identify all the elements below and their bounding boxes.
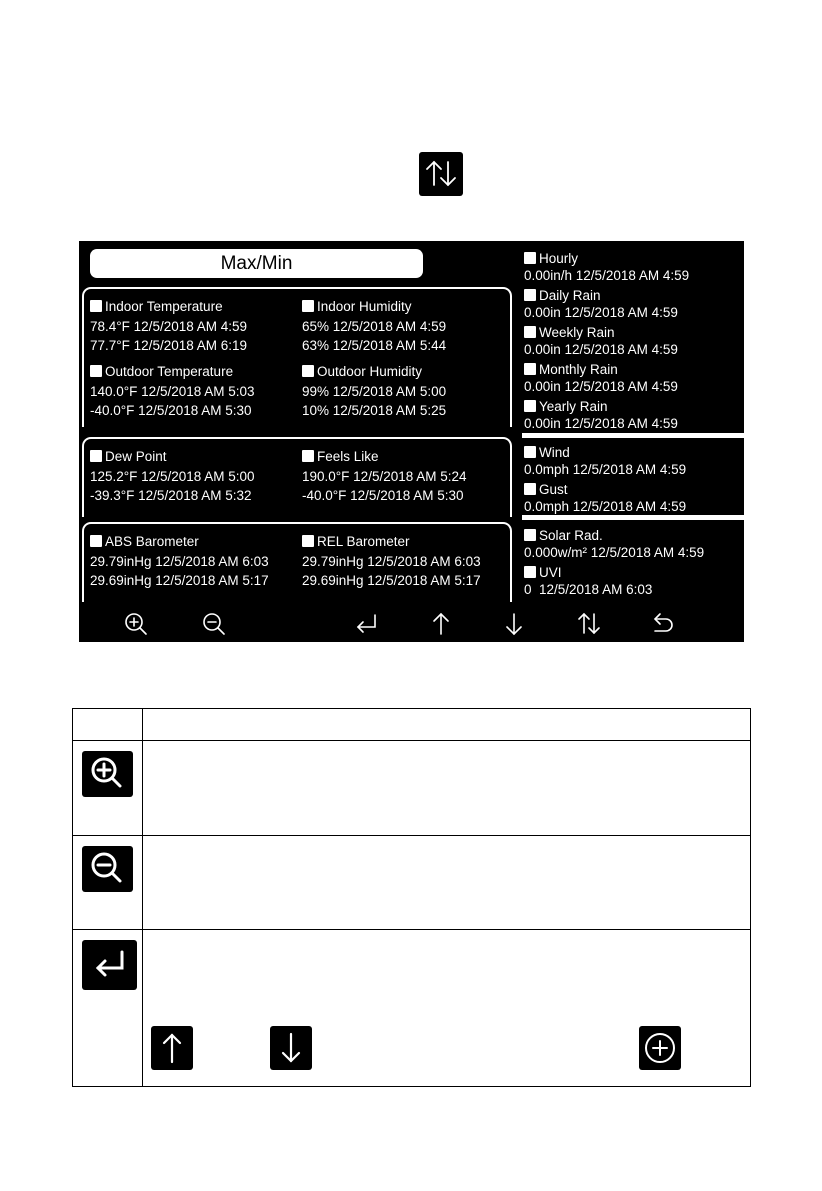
indoor-temperature-label: Indoor Temperature (105, 299, 223, 314)
uvi-value: 0 12/5/2018 AM 6:03 (524, 582, 653, 597)
maxmin-screen (79, 241, 744, 642)
table-header-cell (73, 709, 143, 741)
monthly-rain-label: Monthly Rain (539, 362, 618, 377)
table-row (73, 836, 751, 930)
hourly-label: Hourly (539, 251, 579, 266)
gust-label: Gust (539, 482, 568, 497)
indoor-temperature-min: 77.7°F 12/5/2018 AM 6:19 (90, 338, 248, 353)
rel-barometer-label: REL Barometer (317, 534, 410, 549)
dew-point-group[interactable] (90, 448, 255, 504)
wind-item[interactable] (524, 444, 686, 478)
solar-value: 0.000w/m² 12/5/2018 AM 4:59 (524, 545, 705, 560)
feels-like-label: Feels Like (317, 449, 379, 464)
checkbox-icon[interactable] (90, 535, 102, 547)
arrow-down-icon (270, 1026, 312, 1070)
monthly-rain-value: 0.00in 12/5/2018 AM 4:59 (524, 379, 678, 394)
outdoor-humidity-max: 99% 12/5/2018 AM 5:00 (302, 384, 447, 399)
rain-group (524, 250, 689, 432)
uvi-label: UVI (539, 565, 562, 580)
wind-label: Wind (539, 445, 570, 460)
table-icon-cell (73, 836, 143, 930)
table-icon-cell (73, 741, 143, 836)
wind-group (524, 444, 686, 515)
feels-like-min: -40.0°F 12/5/2018 AM 5:30 (302, 488, 464, 503)
abs-barometer-max: 29.79inHg 12/5/2018 AM 6:03 (90, 554, 269, 569)
rel-barometer-group[interactable] (302, 533, 481, 589)
outdoor-temperature-group[interactable] (90, 363, 255, 419)
solar-group (524, 527, 704, 598)
dew-point-max: 125.2°F 12/5/2018 AM 5:00 (90, 469, 255, 484)
arrow-down-icon[interactable] (501, 611, 527, 637)
zoom-in-icon[interactable] (123, 611, 149, 637)
table-row (73, 930, 751, 1087)
zoom-in-icon (82, 751, 133, 797)
outdoor-temperature-max: 140.0°F 12/5/2018 AM 5:03 (90, 384, 255, 399)
checkbox-icon[interactable] (524, 566, 536, 578)
wind-value: 0.0mph 12/5/2018 AM 4:59 (524, 462, 687, 477)
feels-like-max: 190.0°F 12/5/2018 AM 5:24 (302, 469, 467, 484)
divider (522, 433, 744, 438)
checkbox-icon[interactable] (524, 400, 536, 412)
outdoor-temperature-min: -40.0°F 12/5/2018 AM 5:30 (90, 403, 252, 418)
table-icon-cell (73, 930, 143, 1087)
screen-title: Max/Min (90, 249, 423, 278)
icon-description-table (72, 708, 751, 1087)
up-down-arrows-icon (419, 152, 463, 196)
outdoor-humidity-min: 10% 12/5/2018 AM 5:25 (302, 403, 447, 418)
checkbox-icon[interactable] (90, 300, 102, 312)
daily-rain-value: 0.00in 12/5/2018 AM 4:59 (524, 305, 678, 320)
checkbox-icon[interactable] (302, 365, 314, 377)
zoom-out-icon[interactable] (201, 611, 227, 637)
indoor-temperature-group[interactable] (90, 298, 247, 354)
indoor-humidity-min: 63% 12/5/2018 AM 5:44 (302, 338, 447, 353)
yearly-rain-item[interactable] (524, 398, 689, 432)
enter-icon (82, 940, 137, 990)
feels-like-group[interactable] (302, 448, 467, 504)
table-header-cell (143, 709, 751, 741)
table-text-cell (143, 836, 751, 930)
enter-icon[interactable] (354, 611, 380, 637)
outdoor-humidity-group[interactable] (302, 363, 446, 419)
abs-barometer-label: ABS Barometer (105, 534, 199, 549)
circle-plus-icon (639, 1026, 681, 1070)
checkbox-icon[interactable] (524, 363, 536, 375)
table-text-cell (143, 741, 751, 836)
arrow-up-icon[interactable] (428, 611, 454, 637)
checkbox-icon[interactable] (524, 529, 536, 541)
table-row (73, 741, 751, 836)
up-down-icon[interactable] (576, 611, 602, 637)
solar-item[interactable] (524, 527, 704, 561)
uvi-item[interactable] (524, 564, 704, 598)
weekly-rain-item[interactable] (524, 324, 689, 358)
checkbox-icon[interactable] (524, 446, 536, 458)
checkbox-icon[interactable] (524, 289, 536, 301)
weekly-rain-value: 0.00in 12/5/2018 AM 4:59 (524, 342, 678, 357)
indoor-humidity-max: 65% 12/5/2018 AM 4:59 (302, 319, 447, 334)
arrow-up-icon (151, 1026, 193, 1070)
yearly-rain-label: Yearly Rain (539, 399, 608, 414)
daily-rain-label: Daily Rain (539, 288, 601, 303)
checkbox-icon[interactable] (524, 326, 536, 338)
gust-value: 0.0mph 12/5/2018 AM 4:59 (524, 499, 687, 514)
monthly-rain-item[interactable] (524, 361, 689, 395)
rel-barometer-max: 29.79inHg 12/5/2018 AM 6:03 (302, 554, 481, 569)
yearly-rain-value: 0.00in 12/5/2018 AM 4:59 (524, 416, 678, 431)
indoor-humidity-group[interactable] (302, 298, 446, 354)
outdoor-temperature-label: Outdoor Temperature (105, 364, 234, 379)
hourly-item[interactable] (524, 250, 689, 284)
hourly-value: 0.00in/h 12/5/2018 AM 4:59 (524, 268, 690, 283)
dew-point-label: Dew Point (105, 449, 167, 464)
abs-barometer-group[interactable] (90, 533, 269, 589)
table-header-row (73, 709, 751, 741)
checkbox-icon[interactable] (524, 483, 536, 495)
divider (522, 515, 744, 520)
checkbox-icon[interactable] (524, 252, 536, 264)
solar-label: Solar Rad. (539, 528, 603, 543)
checkbox-icon[interactable] (302, 300, 314, 312)
gust-item[interactable] (524, 481, 686, 515)
checkbox-icon[interactable] (302, 450, 314, 462)
outdoor-humidity-label: Outdoor Humidity (317, 364, 423, 379)
weekly-rain-label: Weekly Rain (539, 325, 615, 340)
zoom-out-icon (82, 846, 133, 892)
dew-point-min: -39.3°F 12/5/2018 AM 5:32 (90, 488, 252, 503)
daily-rain-item[interactable] (524, 287, 689, 321)
back-icon[interactable] (650, 611, 676, 637)
checkbox-icon[interactable] (90, 365, 102, 377)
checkbox-icon[interactable] (302, 535, 314, 547)
abs-barometer-min: 29.69inHg 12/5/2018 AM 5:17 (90, 573, 269, 588)
rel-barometer-min: 29.69inHg 12/5/2018 AM 5:17 (302, 573, 481, 588)
indoor-temperature-max: 78.4°F 12/5/2018 AM 4:59 (90, 319, 248, 334)
indoor-humidity-label: Indoor Humidity (317, 299, 412, 314)
table-text-cell (143, 930, 751, 1087)
checkbox-icon[interactable] (90, 450, 102, 462)
